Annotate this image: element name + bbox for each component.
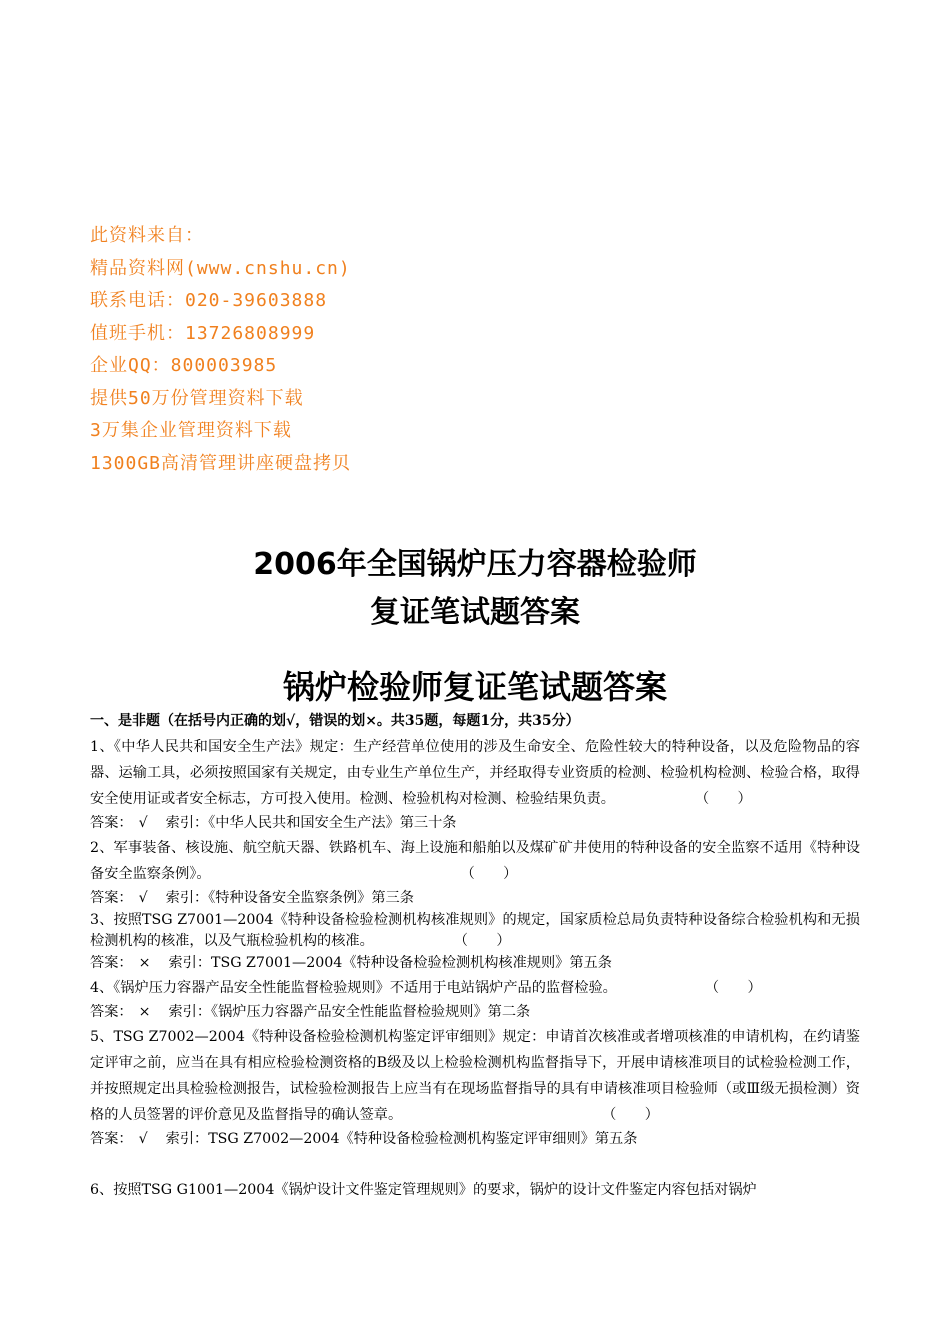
question-1 xyxy=(90,734,860,812)
answer-blank: （ ） xyxy=(602,1107,659,1123)
question-text: 6、按照TSG G1001—2004《锅炉设计文件鉴定管理规则》的要求，锅炉的设计文件鉴定内容包括对锅炉 xyxy=(90,1182,757,1198)
promo-qq-line: 企业QQ：800003985 xyxy=(90,355,278,376)
answer-mark: √ xyxy=(138,890,148,906)
answer-label: 答案： xyxy=(90,1131,133,1147)
question-text: 2、军事装备、核设施、航空航天器、铁路机车、海上设施和船舶以及煤矿矿井使用的特种设备的安全监察不适用《特种设备安全监察条例》。 xyxy=(90,840,860,882)
answer-reference: 索引：《中华人民共和国安全生产法》第三十条 xyxy=(165,815,457,831)
promo-offer-line-1: 提供50万份管理资料下载 xyxy=(90,387,304,409)
answer-2 xyxy=(90,887,860,910)
section-title: 锅炉检验师复证笔试题答案 xyxy=(282,668,667,706)
answer-blank: （ ） xyxy=(694,791,752,807)
question-text: 1、《中华人民共和国安全生产法》规定：生产经营单位使用的涉及生命安全、危险性较大的特种设备，以及危险物品的容器、运输工具，必须按照国家有关规定，由专业生产单位生产，并经取得专业资质的检测、检验机构检测、检验合格，取得安全使用证或者安全标志，方可投入使用。检测、检验机构对检测、检验结果负责。 xyxy=(90,739,860,807)
question-text: 5、TSG Z7002—2004《特种设备检验检测机构鉴定评审细则》规定：申请首次核准或者增项核准的申请机构，在约请鉴定评审之前，应当在具有相应检验检测资格的B级及以上检验检测机构监督指导下，开展申请核准项目的试检验检测工作，并按照规定出具检验检测报告，试检验检测报告上应当有在现场监督指导的具有申请核准项目检验师（或Ⅲ级无损检测）资格的人员签署的评价意见及监督指导的确认签章。 xyxy=(90,1029,860,1123)
answer-reference: 索引：《锅炉压力容器产品安全性能监督检验规则》第二条 xyxy=(168,1004,531,1020)
question-5 xyxy=(90,1024,860,1128)
document-title: 2006年全国锅炉压力容器检验师 xyxy=(253,547,697,582)
question-4 xyxy=(90,975,860,1001)
answer-reference: 索引：《特种设备安全监察条例》第三条 xyxy=(165,890,414,906)
paragraph-spacer xyxy=(90,1151,860,1177)
question-6 xyxy=(90,1177,860,1203)
promo-phone-line: 联系电话：020-39603888 xyxy=(90,290,328,311)
answer-4 xyxy=(90,1001,860,1024)
answer-5 xyxy=(90,1128,860,1151)
question-2 xyxy=(90,835,860,887)
source-promo-block xyxy=(90,220,690,480)
answer-mark: × xyxy=(138,1004,151,1020)
answer-label: 答案： xyxy=(90,1004,133,1020)
answer-1 xyxy=(90,812,860,835)
answer-mark: √ xyxy=(138,815,148,831)
part-heading: 一、是非题（在括号内正确的划√，错误的划×。共35题，每题1分，共35分） xyxy=(90,713,580,729)
answer-mark: √ xyxy=(138,1131,148,1147)
question-text: 4、《锅炉压力容器产品安全性能监督检验规则》不适用于电站锅炉产品的监督检验。 xyxy=(90,980,617,996)
answer-label: 答案： xyxy=(90,890,133,906)
answer-blank: （ ） xyxy=(460,866,518,882)
question-text: 3、按照TSG Z7001—2004《特种设备检验检测机构核准规则》的规定，国家质检总局负责特种设备综合检验机构和无损检测机构的核准，以及气瓶检验机构的核准。 xyxy=(90,912,860,949)
answer-label: 答案： xyxy=(90,955,133,971)
answer-reference: 索引：TSG Z7002—2004《特种设备检验检测机构鉴定评审细则》第五条 xyxy=(165,1131,638,1147)
question-3 xyxy=(90,910,860,952)
document-subtitle: 复证笔试题答案 xyxy=(370,595,580,630)
answer-mark: × xyxy=(138,955,151,971)
promo-website-line: 精品资料网(www.cnshu.cn) xyxy=(90,257,351,279)
promo-offer-line-3: 1300GB高清管理讲座硬盘拷贝 xyxy=(90,452,352,474)
answer-reference: 索引：TSG Z7001—2004《特种设备检验检测机构核准规则》第五条 xyxy=(168,955,612,971)
promo-source-line: 此资料来自： xyxy=(90,225,204,246)
answer-label: 答案： xyxy=(90,815,133,831)
answer-blank: （ ） xyxy=(704,980,762,996)
promo-mobile-line: 值班手机：13726808999 xyxy=(90,322,316,344)
promo-offer-line-2: 3万集企业管理资料下载 xyxy=(90,420,292,441)
exam-content xyxy=(90,708,860,1203)
answer-blank: （ ） xyxy=(453,933,511,949)
answer-3 xyxy=(90,952,860,975)
